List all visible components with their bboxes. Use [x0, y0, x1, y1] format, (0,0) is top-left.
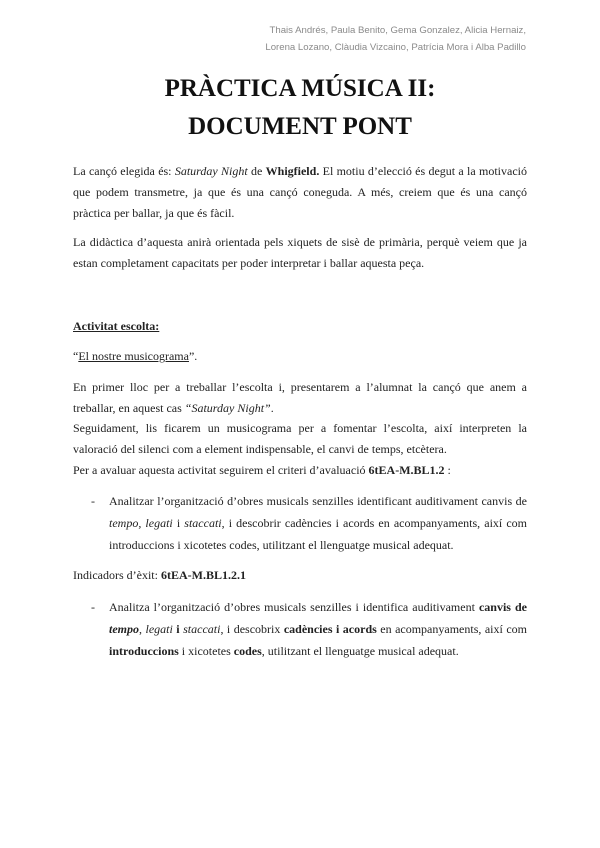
intro-paragraph-1: [73, 161, 527, 224]
activity-heading: [73, 316, 527, 337]
activity-name-text: El nostre musicograma: [78, 349, 189, 363]
title-line-2: DOCUMENT PONT: [188, 113, 412, 140]
intro-text-2: La didàctica d’aquesta anirà orientada pels xiquets de sisè de primària, perquè veiem que ja estan completament capacitats per poder interpretar i ballar aquesta peça.: [73, 235, 527, 270]
document-header: [226, 22, 526, 56]
intro-text-post: El motiu d’elecció és degut a la motivació que podem transmetre, ja que és una cançó coneguda. A més, creiem que és una cançó pràctica per ballar, ja que és fàcil.: [73, 164, 528, 220]
bullet2-bold-5: codes: [233, 644, 262, 658]
bullet2-bold-1: canvis de: [478, 600, 527, 614]
activity-paragraph-2: [73, 418, 527, 460]
document-title: [0, 70, 600, 146]
bullet2-text-6: , utilitzant el llenguatge musical adequat.: [261, 644, 459, 658]
criteria-code: 6tEA-M.BL1.2: [368, 463, 445, 477]
bullet2-bold-3: cadències i acords: [283, 622, 377, 636]
bullet2-bold-4: introduccions: [109, 644, 179, 658]
bullet2-italic-1: legati: [145, 622, 173, 636]
activity-p2-text: Seguidament, lis ficarem un musicograma per a fomentar l’escolta, així interpreten la valoració del silenci com a element indispensable, el canvi de temps, etcètera.: [73, 421, 527, 456]
bullet2-text-4: en acompanyaments, així com: [376, 622, 527, 636]
indicators-code: 6tEA-M.BL1.2.1: [160, 568, 246, 582]
bullet1-text-2: i: [172, 516, 185, 530]
activity-p1-pre: En primer lloc per a treballar l’escolta i, presentarem a l’alumnat la cançó que anem a treballar, en aquest cas: [73, 380, 527, 415]
bullet2-text-5: i xicotetes: [178, 644, 234, 658]
bullet2-text-3: , i descobrix: [220, 622, 284, 636]
bullet-dash: -: [91, 600, 95, 614]
quote-open: “: [73, 349, 79, 363]
bullet1-italic-1: tempo, legati: [109, 516, 173, 530]
quote-close: ”.: [188, 349, 198, 363]
bullet2-text-2: ,: [139, 622, 146, 636]
activity-heading-text: Activitat escolta:: [73, 319, 160, 333]
bullet2-text-1: Analitza l’organització d’obres musicals senzilles i identifica auditivament: [109, 600, 479, 614]
indicators-pre: Indicadors d’èxit:: [73, 568, 161, 582]
activity-paragraph-1: [73, 377, 527, 419]
intro-paragraph-2: [73, 232, 527, 274]
intro-text-pre: La cançó elegida és:: [73, 164, 175, 178]
activity-name: [73, 346, 527, 367]
intro-text-mid: de: [247, 164, 266, 178]
artist-name: Whigfield.: [265, 164, 320, 178]
bullet1-text-1: Analitzar l’organització d’obres musicals senzilles identificant auditivament canvis de: [109, 494, 527, 508]
criteria-post: :: [444, 463, 451, 477]
bullet2-bold-italic-1: tempo: [109, 622, 139, 636]
bullet1-italic-2: staccati: [184, 516, 222, 530]
bullet1-text-3: , i descobrir cadències i acords en acompanyaments, així com introduccions i xicotetes codes, utilitzant el llenguatge musical adequat.: [109, 516, 527, 552]
indicators-bullet: [73, 596, 527, 662]
title-line-1: PRÀCTICA MÚSICA II:: [164, 75, 436, 102]
bullet2-italic-2: staccati: [183, 622, 221, 636]
authors-line-2: Lorena Lozano, Clàudia Vizcaino, Patrícia Mora i Alba Padillo: [265, 42, 526, 53]
activity-p1-song: “Saturday Night”: [184, 401, 271, 415]
activity-p1-post: .: [270, 401, 274, 415]
indicators-line: [73, 565, 527, 586]
authors-line-1: Thais Andrés, Paula Benito, Gema Gonzalez, Alicia Hernaiz,: [269, 25, 526, 36]
criteria-line: [73, 460, 527, 481]
criteria-pre: Per a avaluar aquesta activitat seguirem el criteri d’avaluació: [73, 463, 369, 477]
song-title: Saturday Night: [174, 164, 248, 178]
bullet-dash: -: [91, 494, 95, 508]
bullet2-bold-2: i: [172, 622, 184, 636]
criteria-bullet: [73, 490, 527, 556]
